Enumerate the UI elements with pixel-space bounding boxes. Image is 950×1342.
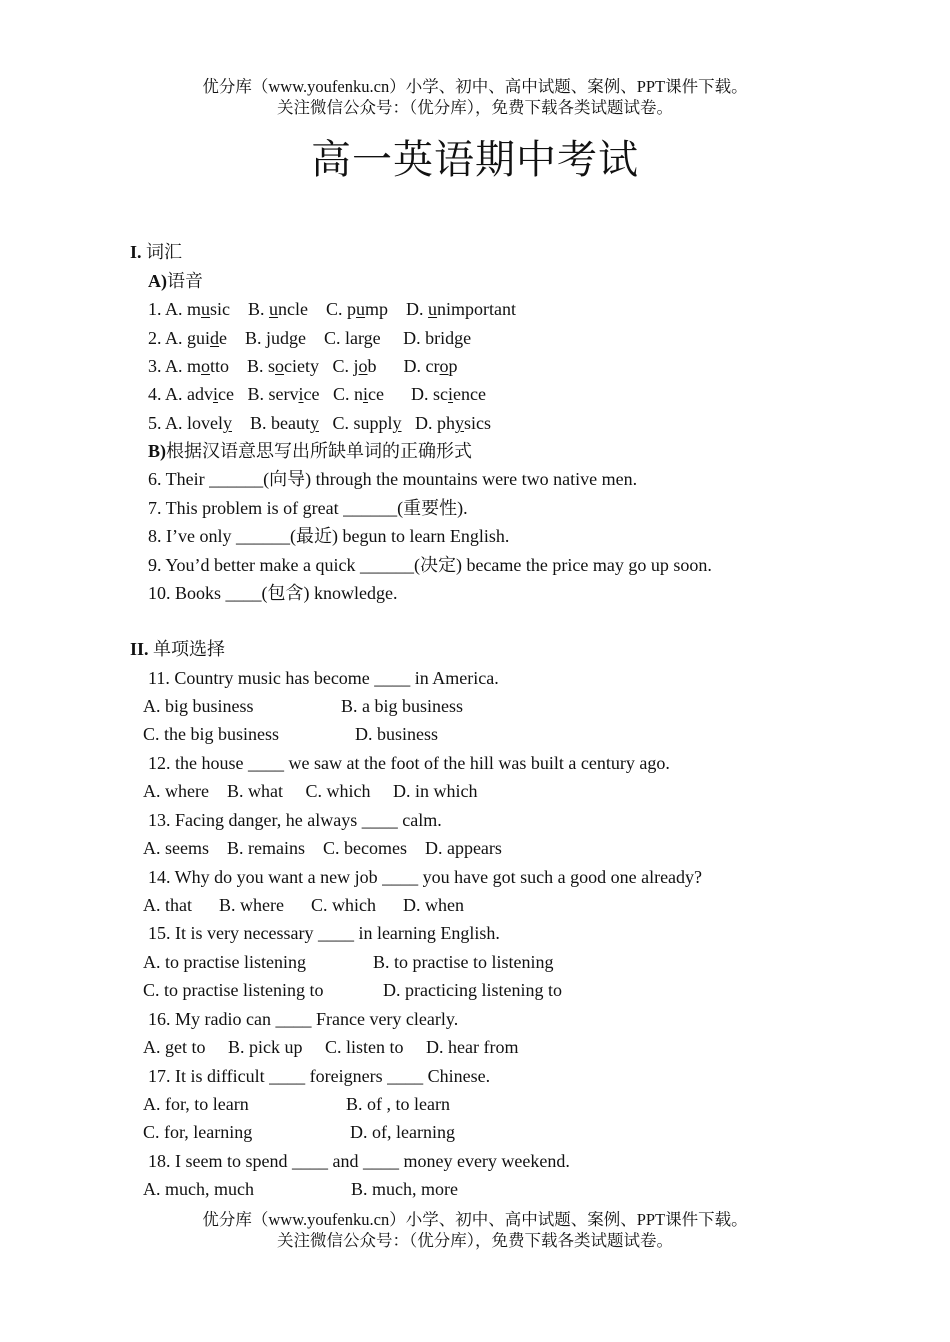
underlined-letter: i: [448, 384, 454, 404]
section-2-name: 单项选择: [153, 639, 226, 659]
underlined-letter: o: [358, 356, 368, 376]
section-2-number: II.: [130, 639, 149, 659]
section-2-heading: [130, 638, 225, 660]
phonetics-text: ce C. n: [303, 384, 363, 404]
part-b-heading: [148, 440, 472, 462]
phonetics-question: [148, 383, 486, 405]
phonetics-text: ce D. sc: [368, 384, 448, 404]
underlined-letter: o: [201, 356, 211, 376]
mc-option: D. of, learning: [350, 1122, 455, 1142]
fill-question: 10. Books ____(包含) knowledge.: [148, 583, 398, 603]
underlined-letter: u: [428, 299, 438, 319]
mc-question-stem: 14. Why do you want a new job ____ you have got such a good one already?: [148, 867, 703, 887]
mc-options-row: A. where B. what C. which D. in which: [143, 781, 478, 801]
underlined-letter: y: [310, 413, 319, 433]
section-1-name: 词汇: [146, 242, 183, 262]
phonetics-text: 1. A. m: [148, 299, 202, 319]
header-line-1: 优分库（www.youfenku.cn）小学、初中、高中试题、案例、PPT课件下载。: [202, 77, 748, 96]
phonetics-text: e B. jud: [219, 328, 290, 348]
underlined-letter: y: [392, 413, 402, 433]
phonetics-text: sics: [464, 413, 492, 433]
mc-option: D. practicing listening to: [383, 980, 562, 1000]
mc-option: A. much, much: [143, 1179, 254, 1199]
underlined-letter: g: [454, 328, 464, 348]
mc-question-stem: 15. It is very necessary ____ in learning English.: [148, 923, 500, 943]
mc-options-row: A. that B. where C. which D. when: [143, 895, 464, 915]
phonetics-question: [148, 327, 471, 349]
phonetics-text: 5. A. lovel: [148, 413, 223, 433]
phonetics-text: mp D.: [365, 299, 429, 319]
part-b-name: 根据汉语意思写出所缺单词的正确形式: [166, 441, 472, 461]
exam-title: 高一英语期中考试: [311, 137, 639, 183]
phonetics-text: ncle C. p: [278, 299, 357, 319]
mc-option: C. the big business: [143, 724, 280, 744]
phonetics-text: b D. cr: [367, 356, 440, 376]
mc-option: B. of , to learn: [346, 1094, 450, 1114]
phonetics-question: [148, 412, 491, 434]
page-header: [0, 76, 950, 118]
underlined-letter: o: [275, 356, 285, 376]
phonetics-text: sic B.: [210, 299, 270, 319]
phonetics-text: 4. A. adv: [148, 384, 213, 404]
underlined-letter: u: [356, 299, 366, 319]
phonetics-text: e: [463, 328, 472, 348]
underlined-letter: y: [223, 413, 232, 433]
phonetics-text: nimportant: [437, 299, 517, 319]
mc-option: C. for, learning: [143, 1122, 253, 1142]
mc-option: D. business: [355, 724, 439, 744]
phonetics-question: [148, 355, 458, 377]
phonetics-question: [148, 298, 516, 320]
mc-option: A. big business: [143, 696, 254, 716]
mc-option: B. a big business: [341, 696, 464, 716]
phonetics-text: tto B. s: [210, 356, 276, 376]
footer-line-2: 关注微信公众号：（优分库），免费下载各类试题试卷。: [277, 1231, 673, 1250]
phonetics-text: p: [448, 356, 458, 376]
mc-option: B. to practise to listening: [373, 952, 554, 972]
mc-options-row: A. get to B. pick up C. listen to D. hear from: [143, 1037, 519, 1057]
part-a-label: A): [148, 271, 167, 291]
underlined-letter: d: [210, 328, 220, 348]
part-b-label: B): [148, 441, 166, 461]
phonetics-text: 2. A. gui: [148, 328, 211, 348]
phonetics-text: 3. A. m: [148, 356, 202, 376]
underlined-letter: o: [439, 356, 449, 376]
fill-question: 8. I’ve only ______(最近) begun to learn English.: [148, 526, 510, 546]
phonetics-text: e D. brid: [372, 328, 455, 348]
mc-option: A. to practise listening: [143, 952, 306, 972]
mc-question-stem: 12. the house ____ we saw at the foot of the hill was built a century ago.: [148, 753, 670, 773]
fill-question: 7. This problem is of great ______(重要性).: [148, 498, 468, 518]
mc-question-stem: 18. I seem to spend ____ and ____ money every weekend.: [148, 1151, 570, 1171]
mc-option: C. to practise listening to: [143, 980, 324, 1000]
underlined-letter: u: [201, 299, 211, 319]
phonetics-text: ciety C. j: [284, 356, 359, 376]
phonetics-text: e C. lar: [298, 328, 364, 348]
underlined-letter: u: [269, 299, 279, 319]
underlined-letter: g: [289, 328, 299, 348]
mc-question-stem: 16. My radio can ____ France very clearly.: [148, 1009, 459, 1029]
section-1-number: I.: [130, 242, 142, 262]
mc-option: A. for, to learn: [143, 1094, 249, 1114]
underlined-letter: g: [363, 328, 373, 348]
page-footer: [0, 1209, 950, 1251]
underlined-letter: y: [455, 413, 465, 433]
header-line-2: 关注微信公众号：（优分库），免费下载各类试题试卷。: [277, 98, 673, 117]
part-a-name: 语音: [167, 271, 203, 291]
fill-question: 9. You’d better make a quick ______(决定) became the price may go up soon.: [148, 555, 712, 575]
fill-question: 6. Their ______(向导) through the mountains were two native men.: [148, 469, 638, 489]
underlined-letter: i: [363, 384, 369, 404]
phonetics-text: ce B. serv: [218, 384, 299, 404]
footer-line-1: 优分库（www.youfenku.cn）小学、初中、高中试题、案例、PPT课件下载。: [202, 1210, 748, 1229]
phonetics-text: ence: [453, 384, 486, 404]
mc-option: B. much, more: [351, 1179, 458, 1199]
mc-question-stem: 17. It is difficult ____ foreigners ____ Chinese.: [148, 1066, 491, 1086]
mc-question-stem: 13. Facing danger, he always ____ calm.: [148, 810, 442, 830]
phonetics-text: C. suppl: [319, 413, 393, 433]
underlined-letter: i: [298, 384, 304, 404]
phonetics-text: D. ph: [401, 413, 456, 433]
part-a-heading: [148, 270, 203, 292]
phonetics-text: B. beaut: [232, 413, 310, 433]
underlined-letter: i: [213, 384, 219, 404]
section-1-heading: [130, 241, 182, 263]
mc-question-stem: 11. Country music has become ____ in America.: [148, 668, 499, 688]
mc-options-row: A. seems B. remains C. becomes D. appears: [143, 838, 502, 858]
